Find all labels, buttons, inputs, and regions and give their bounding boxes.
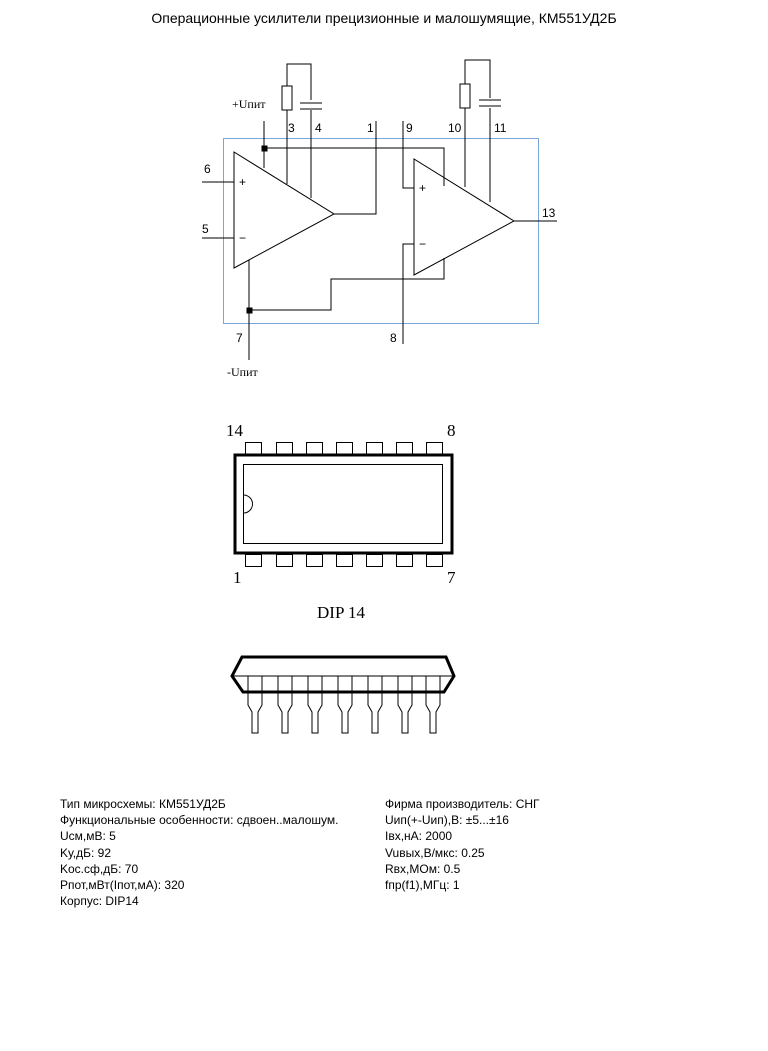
supply-pos-label: +Uпит	[232, 97, 266, 111]
dip14-side-view	[232, 657, 454, 733]
bottom-pins	[246, 555, 443, 567]
pin-label-6: 6	[204, 162, 211, 176]
pin-label-10: 10	[448, 121, 462, 135]
specs-left-column	[60, 796, 338, 909]
junction-dot	[262, 146, 267, 151]
pin-label-11: 11	[494, 121, 507, 135]
package-pin-8-label: 8	[447, 421, 456, 440]
chip-outline	[224, 139, 539, 324]
spec-manufacturer: Фирма производитель: СНГ	[385, 797, 540, 811]
opamp-2-minus-sign: −	[419, 237, 427, 251]
package-body	[235, 455, 452, 553]
pin-label-9: 9	[406, 121, 413, 135]
spec-features: Функциональные особенности: сдвоен..малошум.	[60, 813, 339, 828]
wire-pin8	[403, 244, 414, 344]
pin-label-7: 7	[236, 331, 243, 345]
package-name-label: DIP 14	[317, 603, 366, 622]
pin-label-1: 1	[367, 121, 374, 135]
side-body	[232, 657, 454, 692]
spec-offset-voltage: Uсм,мВ: 5	[60, 829, 116, 844]
spec-gain: Kу,дБ: 92	[60, 845, 112, 860]
spec-input-resistance: Rвх,МОм: 0.5	[385, 861, 461, 876]
side-pins	[248, 676, 440, 733]
package-pin-7-label: 7	[447, 568, 456, 587]
opamp-2-triangle	[414, 159, 514, 275]
wire-rc-2	[465, 60, 490, 98]
opamp-1-triangle	[234, 152, 334, 268]
pin-label-5: 5	[202, 222, 209, 236]
spec-chip-type: Тип микросхемы: КМ551УД2Б	[60, 797, 226, 811]
spec-package: Корпус: DIP14	[60, 894, 139, 909]
spec-slew-rate: Vuвых,В/мкс: 0.25	[385, 845, 485, 860]
spec-input-current: Iвх,нА: 2000	[385, 829, 453, 844]
pin-label-4: 4	[315, 121, 322, 135]
package-inner	[244, 465, 443, 544]
spec-frequency: fпр(f1),МГц: 1	[385, 878, 460, 893]
opamp-1-minus-sign: −	[239, 231, 247, 245]
dip14-top-view	[235, 443, 452, 567]
specs-right-column	[385, 796, 540, 893]
junction-dot	[247, 308, 252, 313]
package-pin-14-label: 14	[226, 421, 243, 440]
pin-label-13: 13	[542, 206, 556, 220]
spec-cmrr: Kос.сф,дБ: 70	[60, 861, 139, 876]
pin-label-8: 8	[390, 331, 397, 345]
wire-supply-neg-op2	[249, 258, 444, 310]
package-pin-1-label: 1	[233, 568, 242, 587]
spec-power: Pпот,мВт(Iпот,мА): 320	[60, 878, 185, 893]
opamp-2-plus-sign: +	[419, 181, 427, 195]
spec-supply-voltage: Uип(+-Uип),В: ±5...±16	[385, 813, 509, 828]
top-pins	[246, 443, 443, 455]
page-title: Операционные усилители прецизионные и малошумящие, КМ551УД2Б	[151, 10, 617, 26]
resistor-1	[282, 86, 292, 110]
wire-rc-1	[287, 64, 311, 100]
opamp-1-plus-sign: +	[239, 175, 247, 189]
package-notch	[244, 495, 253, 513]
supply-neg-label: -Uпит	[227, 365, 258, 379]
pin-label-3: 3	[288, 121, 295, 135]
resistor-2	[460, 84, 470, 108]
